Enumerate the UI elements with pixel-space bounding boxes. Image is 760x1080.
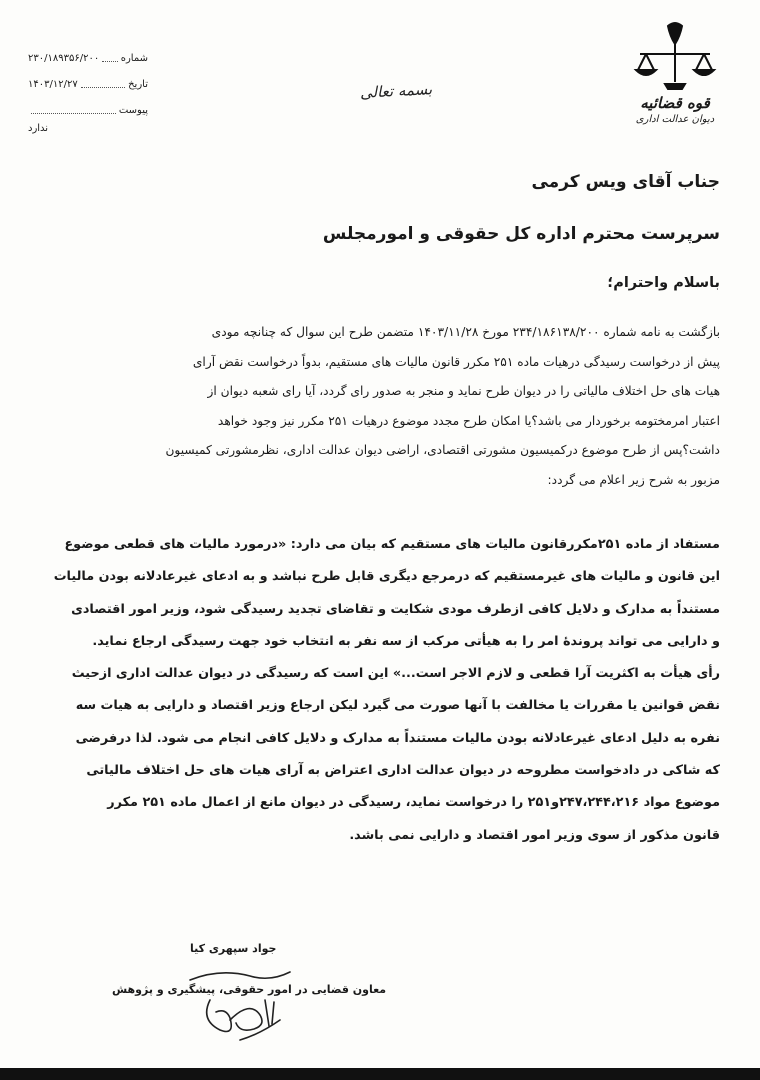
text-line: رأی هیأت به اکثریت آرا قطعی و لازم الاجر است...» این است که رسیدگی در دیوان عدالت اداری ازحیث: [71, 666, 720, 682]
text-line: داشت؟پس از طرح موضوع درکمیسیون مشورتی اقتصادی، اراضی دیوان عدالت اداری، نظرمشورتی کمیسیون: [165, 443, 720, 457]
scales-of-justice-icon: [632, 20, 718, 92]
text-line: مزبور به شرح زیر اعلام می گردد:: [547, 472, 720, 487]
text-line: نفره به دلیل ادعای غیرعادلانه بودن مالیات مستنداً به مدارک و دلایل کافی انجام می شود. لذا درفرضی: [75, 730, 720, 746]
date-label: تاریخ: [128, 79, 148, 90]
number-row: [28, 38, 148, 64]
text-line: هیات های حل اختلاف مالیاتی را در دیوان طرح نماید و منجر به صدور رای گردد، آیا رای شعبه دیوان از: [207, 384, 720, 398]
letter-meta: [28, 38, 148, 134]
number-label: شماره: [120, 53, 148, 64]
addressee-name: جناب آقای ویس کرمی: [531, 172, 720, 192]
handwritten-signature: [170, 960, 300, 1060]
organization-name: قوه قضائیه: [640, 94, 710, 112]
text-line: نقض قوانین یا مقررات یا مخالفت با آنها صورت می گیرد لیکن ارجاع وزیر اقتصاد و دارایی به هیات سه: [75, 698, 720, 714]
signatory-title: معاون قضایی در امور حقوقی، پیشگیری و پژوهش: [112, 983, 387, 996]
text-line: اعتبار امرمختومه برخوردار می باشد؟یا امکان طرح مجدد موضوع درهیات ۲۵۱ مکرر نیز وجود خواهد: [217, 413, 720, 428]
body-paragraph-2: [40, 529, 720, 852]
text-line: موضوع مواد ۲۴۷،۲۴۴،۲۱۶و۲۵۱ را درخواست نماید، رسیدگی در دیوان مانع از اعمال ماده ۲۵۱ مکرر: [107, 795, 720, 811]
text-line: که شاکی در دادخواست مطروحه در دیوان عدالت اداری اعتراض به آرای هیات های حل اختلاف مالیاتی: [86, 763, 720, 779]
text-line: قانون مذکور از سوی وزیر امور اقتصاد و دارایی نمی باشد.: [349, 827, 720, 843]
text-line: و دارایی می تواند پروندهٔ امر را به هیأتی مرکب از سه نفر به انتخاب خود جهت رسیدگی ارجاع نماید.: [92, 633, 720, 649]
organization-subname: دیوان عدالت اداری: [635, 114, 715, 125]
attachment-value-row: [28, 116, 148, 134]
number-value: ۲۳۰/۱۸۹۳۵۶/۲۰۰: [28, 53, 100, 64]
scan-edge: [0, 1068, 760, 1080]
judiciary-emblem: [620, 20, 730, 140]
text-line: پیش از درخواست رسیدگی درهیات ماده ۲۵۱ مکرر قانون مالیات های مستقیم، بدواً درخواست نقض آرای: [192, 354, 720, 369]
body-paragraph-1: [40, 318, 720, 495]
bismillah-heading: بسمه تعالی: [359, 80, 433, 102]
addressee-title: سرپرست محترم اداره کل حقوقی و امورمجلس: [322, 224, 720, 244]
attachment-value: ندارد: [28, 123, 49, 134]
date-value: ۱۴۰۳/۱۲/۲۷: [28, 79, 78, 90]
text-line: مستفاد از ماده ۲۵۱مکررقانون مالیات های مستقیم که بیان می دارد: «درمورد مالیات های قطعی موضوع: [64, 537, 720, 552]
text-line: مستنداً به مدارک و دلایل کافی ازطرف مودی شکایت و تقاضای تجدید رسیدگی شود، وزیر امور اقتصادی: [71, 601, 720, 617]
greeting: باسلام واحترام؛: [607, 275, 720, 291]
attachment-row: [28, 90, 148, 116]
date-row: [28, 64, 148, 90]
signatory-name: جواد سپهری کیا: [190, 942, 277, 955]
text-line: این قانون و مالیات های غیرمستقیم که درمرجع دیگری قابل طرح نباشد و به ادعای غیرعادلانه بودن مالیات: [53, 569, 720, 585]
text-line: بازگشت به نامه شماره ۲۳۴/۱۸۶۱۳۸/۲۰۰ مورخ ۱۴۰۳/۱۱/۲۸ متضمن طرح این سوال که چنانچه مودی: [211, 325, 720, 339]
attachment-label: پیوست: [118, 105, 148, 116]
